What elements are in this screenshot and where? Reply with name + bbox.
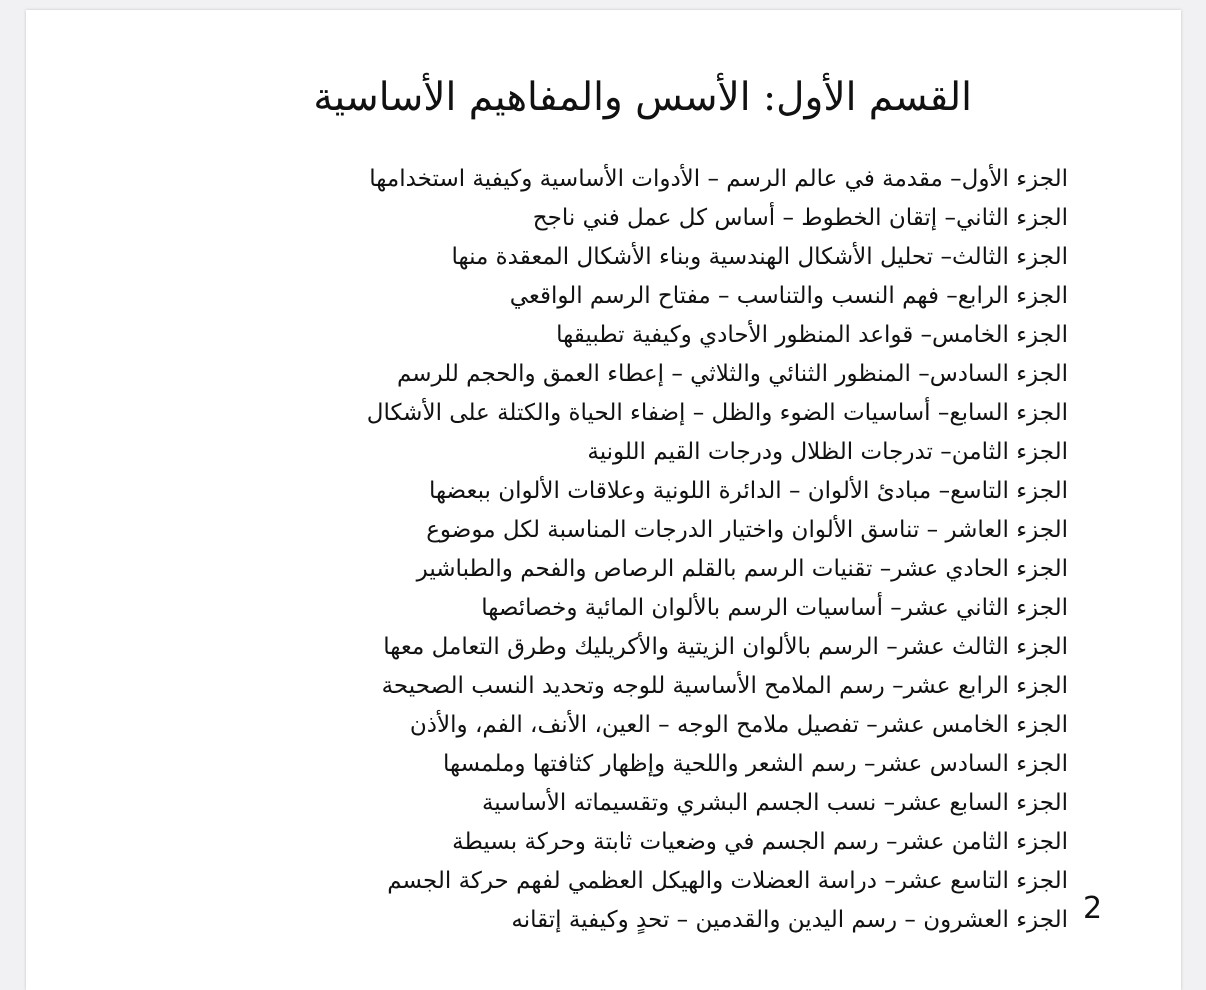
toc-item: الجزء الثامن عشر– رسم الجسم في وضعيات ثابتة وحركة بسيطة xyxy=(452,829,1068,855)
toc-item: الجزء الحادي عشر– تقنيات الرسم بالقلم الرصاص والفحم والطباشير xyxy=(416,556,1068,582)
toc-item: الجزء الثالث عشر– الرسم بالألوان الزيتية والأكريليك وطرق التعامل معها xyxy=(383,634,1068,660)
toc-item: الجزء الأول– مقدمة في عالم الرسم – الأدوات الأساسية وكيفية استخدامها xyxy=(369,166,1068,192)
toc-item: الجزء السادس– المنظور الثنائي والثلاثي – إعطاء العمق والحجم للرسم xyxy=(396,361,1068,387)
toc-item: الجزء السابع– أساسيات الضوء والظل – إضفاء الحياة والكتلة على الأشكال xyxy=(366,400,1068,426)
toc-item: الجزء الخامس عشر– تفصيل ملامح الوجه – العين، الأنف، الفم، والأذن xyxy=(409,712,1068,738)
toc-item: الجزء الخامس– قواعد المنظور الأحادي وكيفية تطبيقها xyxy=(556,322,1068,348)
toc-item: الجزء الرابع– فهم النسب والتناسب – مفتاح الرسم الواقعي xyxy=(509,283,1068,309)
toc-item: الجزء التاسع عشر– دراسة العضلات والهيكل العظمي لفهم حركة الجسم xyxy=(387,868,1068,894)
toc-item: الجزء التاسع– مبادئ الألوان – الدائرة اللونية وعلاقات الألوان ببعضها xyxy=(428,478,1068,504)
page-number: 2 xyxy=(1083,891,1103,926)
toc-item: الجزء الثاني– إتقان الخطوط – أساس كل عمل فني ناجح xyxy=(532,205,1068,231)
toc-item: الجزء الثاني عشر– أساسيات الرسم بالألوان المائية وخصائصها xyxy=(481,595,1068,621)
toc-item: الجزء السابع عشر– نسب الجسم البشري وتقسيماته الأساسية xyxy=(481,790,1068,816)
toc-item: الجزء العاشر – تناسق الألوان واختيار الدرجات المناسبة لكل موضوع xyxy=(426,517,1068,543)
toc-item: الجزء السادس عشر– رسم الشعر واللحية وإظهار كثافتها وملمسها xyxy=(443,751,1068,777)
toc-item: الجزء الرابع عشر– رسم الملامح الأساسية للوجه وتحديد النسب الصحيحة xyxy=(381,673,1068,699)
section-title: القسم الأول: الأسس والمفاهيم الأساسية xyxy=(313,75,972,120)
toc-item: الجزء الثامن– تدرجات الظلال ودرجات القيم اللونية xyxy=(587,439,1068,465)
document-page xyxy=(26,10,1181,990)
toc-item: الجزء العشرون – رسم اليدين والقدمين – تحدٍ وكيفية إتقانه xyxy=(511,907,1068,933)
table-of-contents xyxy=(367,160,1068,940)
toc-item: الجزء الثالث– تحليل الأشكال الهندسية وبناء الأشكال المعقدة منها xyxy=(451,244,1068,270)
